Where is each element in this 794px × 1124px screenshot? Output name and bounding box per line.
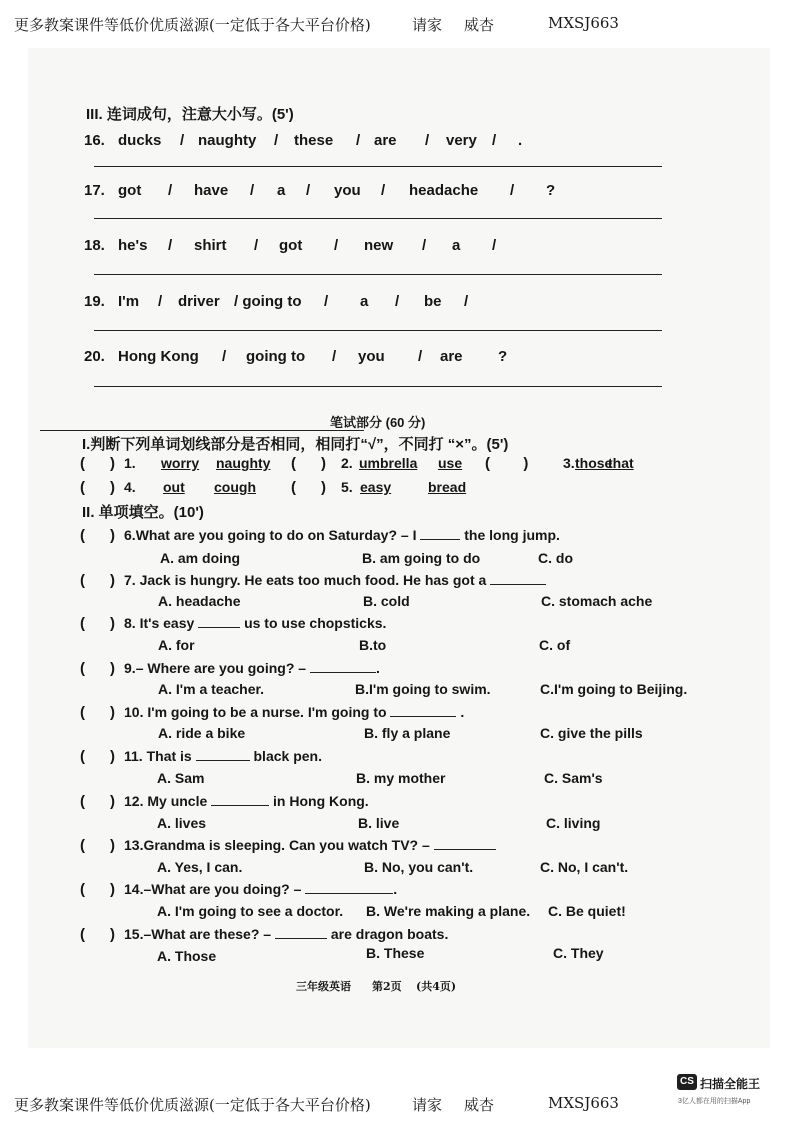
answer-line-17[interactable] xyxy=(94,218,662,219)
slash: / xyxy=(168,237,173,254)
word-chip: / going to xyxy=(234,293,302,310)
q10-option-b: B. fly a plane xyxy=(364,725,451,741)
question-15 xyxy=(124,926,448,942)
word-chip: have xyxy=(194,182,229,199)
slash: / xyxy=(222,348,227,365)
question-11 xyxy=(124,748,322,764)
q2-word-a: umbrella xyxy=(359,455,418,471)
q11-tail: black pen. xyxy=(253,748,322,764)
q12-blank[interactable] xyxy=(211,793,269,806)
word-chip: a xyxy=(360,293,369,310)
q10-number: 10. xyxy=(124,704,144,720)
q15-number: 15. xyxy=(124,926,144,942)
reorder-item-18 xyxy=(84,237,644,257)
q4-number: 4. xyxy=(124,479,136,495)
q14-option-b: B. We're making a plane. xyxy=(366,903,531,919)
q7-option-c: C. stomach ache xyxy=(541,593,653,609)
answer-bracket-11[interactable]: ( ) xyxy=(80,748,115,765)
q9-option-c: C.I'm going to Beijing. xyxy=(540,681,688,697)
q6-tail: the long jump. xyxy=(464,527,560,543)
q8-stem: It's easy xyxy=(139,615,195,631)
part2-title: II. 单项填空。(10') xyxy=(82,504,204,521)
q3-word-b: that xyxy=(608,455,634,471)
q10-option-a: A. ride a bike xyxy=(158,725,246,741)
question-12 xyxy=(124,793,369,809)
q7-option-b: B. cold xyxy=(363,593,410,609)
slash: / xyxy=(180,132,185,149)
word-chip: going to xyxy=(246,348,306,365)
q15-blank[interactable] xyxy=(275,926,327,939)
q10-stem: I'm going to be a nurse. I'm going to xyxy=(147,704,387,720)
q9-option-a: A. I'm a teacher. xyxy=(158,681,265,697)
q8-option-b: B.to xyxy=(359,637,387,653)
q13-stem: Grandma is sleeping. Can you watch TV? – xyxy=(143,837,430,853)
q1-word-a: worry xyxy=(161,455,200,471)
q8-option-a: A. for xyxy=(158,637,195,653)
answer-bracket-2[interactable]: ( ) xyxy=(291,455,326,472)
slash: / xyxy=(425,132,430,149)
bottom-banner-contact-label: 请家 xyxy=(412,1096,443,1114)
question-13 xyxy=(124,837,496,853)
footer-subject: 三年级英语 xyxy=(296,980,351,993)
q11-option-c: C. Sam's xyxy=(544,770,603,786)
reorder-item-16 xyxy=(84,132,644,152)
q14-number: 14. xyxy=(124,881,144,897)
answer-bracket-7[interactable]: ( ) xyxy=(80,572,115,589)
q6-number: 6. xyxy=(124,527,136,543)
q12-option-a: A. lives xyxy=(157,815,207,831)
q9-blank[interactable] xyxy=(310,660,376,673)
answer-line-20[interactable] xyxy=(94,386,662,387)
answer-bracket-14[interactable]: ( ) xyxy=(80,881,115,898)
q4-word-b: cough xyxy=(214,479,256,495)
word-chip: naughty xyxy=(198,132,257,149)
item-number: 16. xyxy=(84,132,105,149)
q9-stem: – Where are you going? – xyxy=(135,660,307,676)
banner-contact-label: 请家 xyxy=(412,16,443,34)
question-9 xyxy=(124,660,380,676)
word-chip: got xyxy=(118,182,142,199)
answer-bracket-9[interactable]: ( ) xyxy=(80,660,115,677)
part1-title: I.判断下列单词划线部分是否相同，相同打“√”，不同打 “×”。(5') xyxy=(82,436,509,453)
q7-number: 7. xyxy=(124,572,136,588)
q14-blank[interactable] xyxy=(305,881,393,894)
q8-tail: us to use chopsticks. xyxy=(244,615,387,631)
q1-word-b: naughty xyxy=(216,455,271,471)
q13-number: 13. xyxy=(124,837,144,853)
answer-bracket-13[interactable]: ( ) xyxy=(80,837,115,854)
slash: / xyxy=(334,237,339,254)
q8-option-c: C. of xyxy=(539,637,571,653)
word-chip: you xyxy=(334,182,361,199)
slash: / xyxy=(418,348,423,365)
q7-option-a: A. headache xyxy=(158,593,241,609)
q12-tail: in Hong Kong. xyxy=(273,793,369,809)
header-rule xyxy=(40,430,364,431)
q6-option-b: B. am going to do xyxy=(362,550,481,566)
answer-bracket-10[interactable]: ( ) xyxy=(80,704,115,721)
question-14 xyxy=(124,881,397,897)
reorder-item-19 xyxy=(84,293,644,313)
camscanner-logo: CS xyxy=(677,1074,697,1090)
word-chip: got xyxy=(279,237,303,254)
q14-option-a: A. I'm going to see a doctor. xyxy=(157,903,344,919)
word-chip: I'm xyxy=(118,293,140,310)
q13-option-c: C. No, I can't. xyxy=(540,859,629,875)
q6-blank[interactable] xyxy=(420,527,460,540)
word-chip: shirt xyxy=(194,237,227,254)
q1-number: 1. xyxy=(124,455,136,471)
slash: / xyxy=(510,182,515,199)
slash: / xyxy=(254,237,259,254)
word-chip: be xyxy=(424,293,442,310)
slash: / xyxy=(492,237,497,254)
reorder-item-17 xyxy=(84,182,644,202)
q11-option-b: B. my mother xyxy=(356,770,446,786)
q15-option-c: C. They xyxy=(553,945,604,961)
q11-option-a: A. Sam xyxy=(157,770,205,786)
q5-word-b: bread xyxy=(428,479,467,495)
q12-stem: My uncle xyxy=(147,793,208,809)
slash: / xyxy=(168,182,173,199)
q15-option-b: B. These xyxy=(366,945,425,961)
word-chip: he's xyxy=(118,237,148,254)
word-chip: a xyxy=(452,237,461,254)
bottom-banner-text: 更多教案课件等低价优质滋源(一定低于各大平台价格) xyxy=(14,1096,371,1114)
slash: / xyxy=(422,237,427,254)
q15-option-a: A. Those xyxy=(157,948,217,964)
q3-number: 3. xyxy=(563,455,575,471)
scanner-slogan: 3亿人都在用的扫描App xyxy=(678,1098,751,1105)
q6-option-a: A. am doing xyxy=(160,550,241,566)
q2-number: 2. xyxy=(341,455,353,471)
q10-option-c: C. give the pills xyxy=(540,725,643,741)
item-number: 17. xyxy=(84,182,105,199)
slash: / xyxy=(356,132,361,149)
q14-stem: –What are you doing? – xyxy=(143,881,302,897)
banner-text: 更多教案课件等低价优质滋源(一定低于各大平台价格) xyxy=(14,16,371,34)
answer-line-19[interactable] xyxy=(94,330,662,331)
item-number: 18. xyxy=(84,237,105,254)
q3-word-a: those xyxy=(575,455,613,471)
word-chip: ? xyxy=(498,348,508,365)
q12-option-c: C. living xyxy=(546,815,601,831)
q7-stem: Jack is hungry. He eats too much food. He has got a xyxy=(139,572,487,588)
q4-word-a: out xyxy=(163,479,185,495)
bottom-banner-contact-name: 威杏 xyxy=(464,1096,495,1114)
answer-bracket-1[interactable]: ( ) xyxy=(80,455,115,472)
word-chip: new xyxy=(364,237,394,254)
answer-bracket-15[interactable]: ( ) xyxy=(80,926,115,943)
word-chip: ? xyxy=(546,182,556,199)
q10-blank[interactable] xyxy=(390,704,456,717)
word-chip: a xyxy=(277,182,286,199)
answer-bracket-8[interactable]: ( ) xyxy=(80,615,115,632)
question-8 xyxy=(124,615,386,631)
q2-word-b: use xyxy=(438,455,463,471)
word-chip: headache xyxy=(409,182,479,199)
q13-option-b: B. No, you can't. xyxy=(364,859,474,875)
q14-tail: . xyxy=(393,881,398,897)
q12-option-b: B. live xyxy=(358,815,400,831)
footer-total: (共4页) xyxy=(416,980,457,993)
reorder-item-20 xyxy=(84,348,644,368)
q15-tail: are dragon boats. xyxy=(330,926,449,942)
word-chip: . xyxy=(518,132,523,149)
slash: / xyxy=(306,182,311,199)
q9-tail: . xyxy=(375,660,380,676)
banner-code: MXSJ663 xyxy=(548,14,619,32)
q8-number: 8. xyxy=(124,615,136,631)
word-chip: are xyxy=(374,132,397,149)
slash: / xyxy=(158,293,163,310)
item-number: 19. xyxy=(84,293,105,310)
q7-blank[interactable] xyxy=(490,572,546,585)
q15-stem: –What are these? – xyxy=(143,926,272,942)
slash: / xyxy=(250,182,255,199)
q9-number: 9. xyxy=(124,660,136,676)
answer-line-16[interactable] xyxy=(94,166,662,167)
q11-number: 11. xyxy=(124,748,143,764)
slash: / xyxy=(492,132,497,149)
answer-line-18[interactable] xyxy=(94,274,662,275)
word-chip: you xyxy=(358,348,385,365)
answer-bracket-5[interactable]: ( ) xyxy=(291,479,326,496)
question-10 xyxy=(124,704,464,720)
slash: / xyxy=(381,182,386,199)
q10-tail: . xyxy=(460,704,465,720)
slash: / xyxy=(464,293,469,310)
question-7 xyxy=(124,572,546,588)
q6-option-c: C. do xyxy=(538,550,573,566)
word-chip: ducks xyxy=(118,132,162,149)
footer-page: 第2页 xyxy=(372,980,402,993)
slash: / xyxy=(332,348,337,365)
word-chip: Hong Kong xyxy=(118,348,199,365)
banner-contact-name: 威杏 xyxy=(464,16,495,34)
written-part-header: 笔试部分 (60 分) xyxy=(330,415,426,430)
q9-option-b: B.I'm going to swim. xyxy=(355,681,491,697)
word-chip: driver xyxy=(178,293,220,310)
question-6 xyxy=(124,527,560,543)
bottom-banner-code: MXSJ663 xyxy=(548,1094,619,1112)
slash: / xyxy=(395,293,400,310)
q12-number: 12. xyxy=(124,793,144,809)
q14-option-c: C. Be quiet! xyxy=(548,903,626,919)
section3-title: III. 连词成句，注意大小写。(5') xyxy=(86,106,294,123)
q11-blank[interactable] xyxy=(196,748,250,761)
slash: / xyxy=(324,293,329,310)
answer-bracket-12[interactable]: ( ) xyxy=(80,793,115,810)
word-chip: are xyxy=(440,348,463,365)
q13-option-a: A. Yes, I can. xyxy=(157,859,243,875)
q5-word-a: easy xyxy=(360,479,392,495)
q11-stem: That is xyxy=(146,748,192,764)
slash: / xyxy=(274,132,279,149)
word-chip: very xyxy=(446,132,477,149)
scanner-name: 扫描全能王 xyxy=(700,1077,761,1091)
q6-stem: What are you going to do on Saturday? – I xyxy=(135,527,417,543)
q5-number: 5. xyxy=(341,479,353,495)
answer-bracket-4[interactable]: ( ) xyxy=(80,479,115,496)
answer-bracket-3[interactable]: ( ) xyxy=(485,455,529,472)
word-chip: these xyxy=(294,132,334,149)
q13-blank[interactable] xyxy=(434,837,496,850)
answer-bracket-6[interactable]: ( ) xyxy=(80,527,115,544)
item-number: 20. xyxy=(84,348,105,365)
q8-blank[interactable] xyxy=(198,615,240,628)
